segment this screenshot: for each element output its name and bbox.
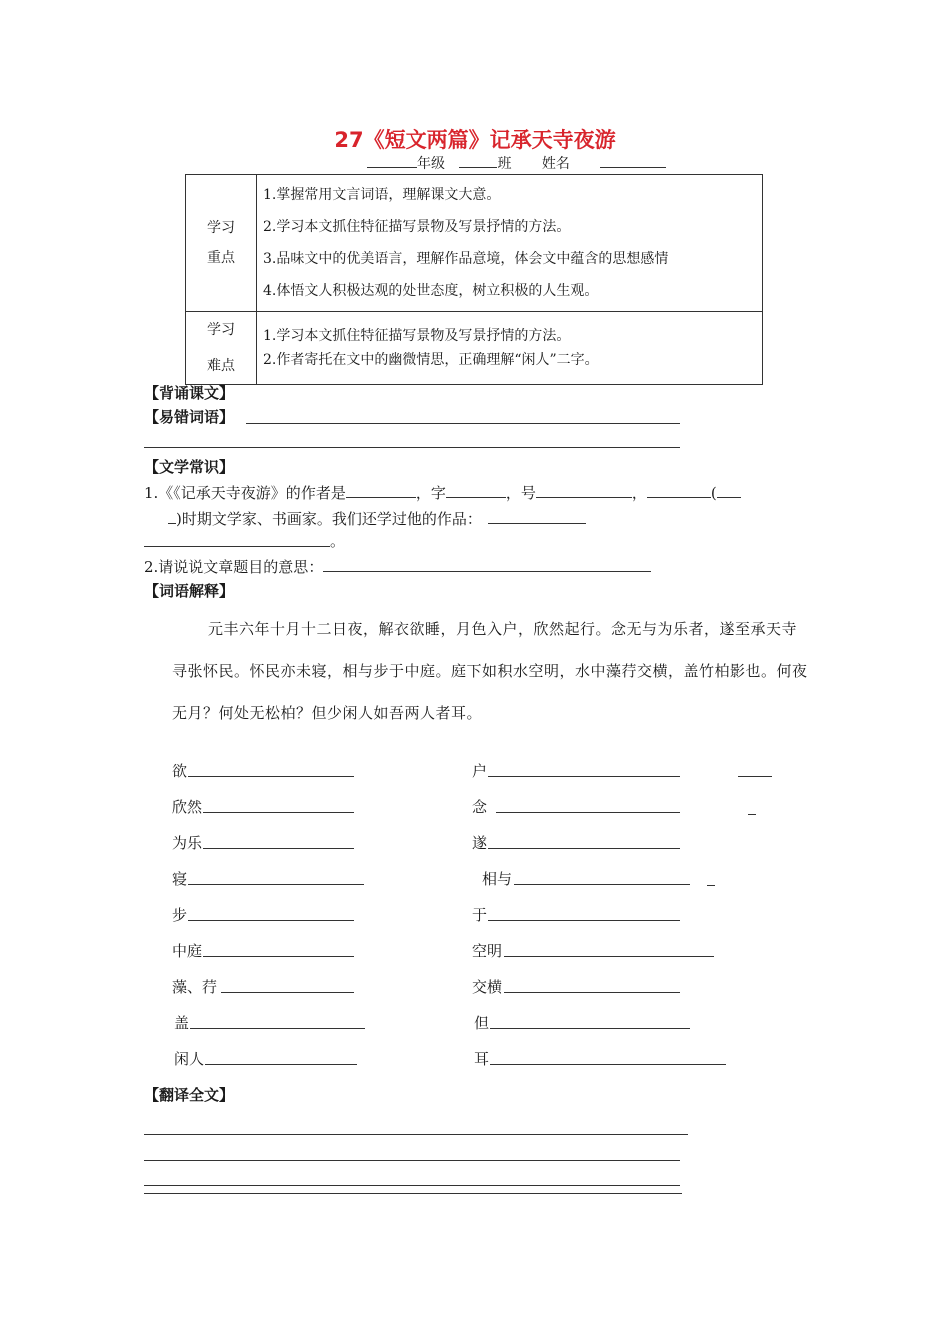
- grade-blank[interactable]: [367, 153, 417, 168]
- vocab-blank[interactable]: [488, 848, 680, 849]
- courtesy-name-blank[interactable]: [446, 483, 506, 498]
- name-label: 姓名: [541, 156, 570, 172]
- translation-line[interactable]: [144, 1185, 680, 1186]
- key-point-item: 4.体悟文人积极达观的处世态度，树立积极的人生观。: [263, 283, 599, 299]
- translation-line[interactable]: [144, 1160, 680, 1161]
- art-name-blank[interactable]: [536, 483, 632, 498]
- vocab-word: 空明: [472, 942, 503, 960]
- literature-q2: 2.请说说文章题目的意思：: [144, 556, 651, 577]
- era-blank-end[interactable]: [168, 509, 176, 524]
- vocab-word: 为乐: [172, 834, 203, 852]
- vocab-blank[interactable]: [205, 1064, 357, 1065]
- vocab-blank[interactable]: [203, 848, 354, 849]
- class-label: 班: [497, 156, 512, 172]
- era-blank[interactable]: [717, 483, 741, 498]
- vocab-word: 寝: [172, 870, 188, 888]
- key-point-item: 1.掌握常用文言词语，理解课文大意。: [263, 187, 501, 203]
- classical-passage: 元丰六年十月十二日夜，解衣欲睡，月色入户，欣然起行。念无与为乐者，遂至承天寺寻张怀民。怀民亦未寝，相与步于中庭。庭下如积水空明，水中藻荇交横，盖竹柏影也。何夜无月？何处无松柏？但少闲人如吾两人者耳。: [172, 620, 808, 722]
- vocab-word: 念: [472, 798, 488, 816]
- works-blank[interactable]: [488, 509, 586, 524]
- vocab-blank[interactable]: [496, 812, 680, 813]
- literature-q1: 1.《《记承天寺夜游》的作者是 ，字 ，号 ， (: [144, 482, 741, 503]
- vocab-blank-extra[interactable]: [738, 776, 772, 777]
- vocab-word: 户: [472, 762, 488, 780]
- translate-heading: 【翻译全文】: [144, 1086, 235, 1104]
- name-blank[interactable]: [600, 153, 666, 168]
- literature-heading: 【文学常识】: [144, 458, 235, 476]
- vocab-blank[interactable]: [190, 1028, 365, 1029]
- error-words-blank-2[interactable]: [144, 447, 680, 448]
- difficulty-item: 1.学习本文抓住特征描写景物及写景抒情的方法。: [263, 328, 571, 344]
- recite-heading: 【背诵课文】: [144, 384, 235, 402]
- author-blank[interactable]: [346, 483, 416, 498]
- key-points-label: 学习 重点: [186, 175, 257, 312]
- dynasty-blank[interactable]: [647, 483, 711, 498]
- vocab-blank[interactable]: [488, 776, 680, 777]
- vocab-word: 交横: [472, 978, 503, 996]
- vocab-word: 欣然: [172, 798, 203, 816]
- vocab-blank-extra[interactable]: [707, 885, 715, 886]
- key-point-item: 2.学习本文抓住特征描写景物及写景抒情的方法。: [263, 219, 571, 235]
- class-info: [367, 153, 666, 173]
- vocab-blank[interactable]: [490, 1028, 690, 1029]
- vocab-word: 于: [472, 906, 488, 924]
- vocab-word: 遂: [472, 834, 488, 852]
- difficulty-item: 2.作者寄托在文中的幽微情思，正确理解“闲人”二字。: [263, 352, 599, 368]
- vocab-blank[interactable]: [203, 812, 354, 813]
- q1-end: 。: [330, 532, 346, 550]
- vocab-word: 但: [474, 1014, 490, 1032]
- vocab-word: 步: [172, 906, 188, 924]
- key-point-item: 3.品味文中的优美语言，理解作品意境，体会文中蕴含的思想感情: [263, 251, 669, 267]
- difficulty-label: 学习 难点: [186, 312, 257, 385]
- vocab-word: 耳: [474, 1050, 490, 1068]
- vocab-blank[interactable]: [504, 992, 680, 993]
- translation-line[interactable]: [144, 1134, 688, 1135]
- vocab-blank[interactable]: [188, 776, 354, 777]
- vocab-word: 相与: [482, 870, 513, 888]
- vocab-word: 欲: [172, 762, 188, 780]
- class-blank[interactable]: [459, 153, 497, 168]
- vocab-blank-extra[interactable]: [748, 814, 756, 815]
- translation-line[interactable]: [144, 1193, 682, 1194]
- vocab-word: 闲人: [174, 1050, 205, 1068]
- learning-goals-table: [185, 174, 763, 385]
- grade-label: 年级: [417, 156, 445, 172]
- literature-q1-cont: )时期文学家、书画家。我们还学过他的作品：: [168, 508, 586, 529]
- works-blank-2[interactable]: [144, 546, 330, 547]
- vocab-blank[interactable]: [188, 884, 364, 885]
- vocab-blank[interactable]: [504, 956, 714, 957]
- title-meaning-blank[interactable]: [323, 557, 651, 572]
- vocab-word: 藻、荇: [172, 978, 218, 996]
- vocab-word: 盖: [174, 1014, 190, 1032]
- page-title: 27《短文两篇》记承天寺夜游: [334, 128, 616, 152]
- vocab-blank[interactable]: [188, 920, 354, 921]
- difficulty-list: [257, 312, 763, 385]
- vocab-blank[interactable]: [490, 1064, 726, 1065]
- vocab-blank[interactable]: [221, 992, 354, 993]
- key-points-list: [257, 175, 763, 312]
- vocab-blank[interactable]: [203, 956, 354, 957]
- vocab-word: 中庭: [172, 942, 203, 960]
- error-words-blank[interactable]: [246, 423, 680, 424]
- vocab-blank[interactable]: [488, 920, 680, 921]
- error-words-heading: 【易错词语】: [144, 408, 235, 426]
- vocab-heading: 【词语解释】: [144, 582, 235, 600]
- vocab-blank[interactable]: [514, 884, 690, 885]
